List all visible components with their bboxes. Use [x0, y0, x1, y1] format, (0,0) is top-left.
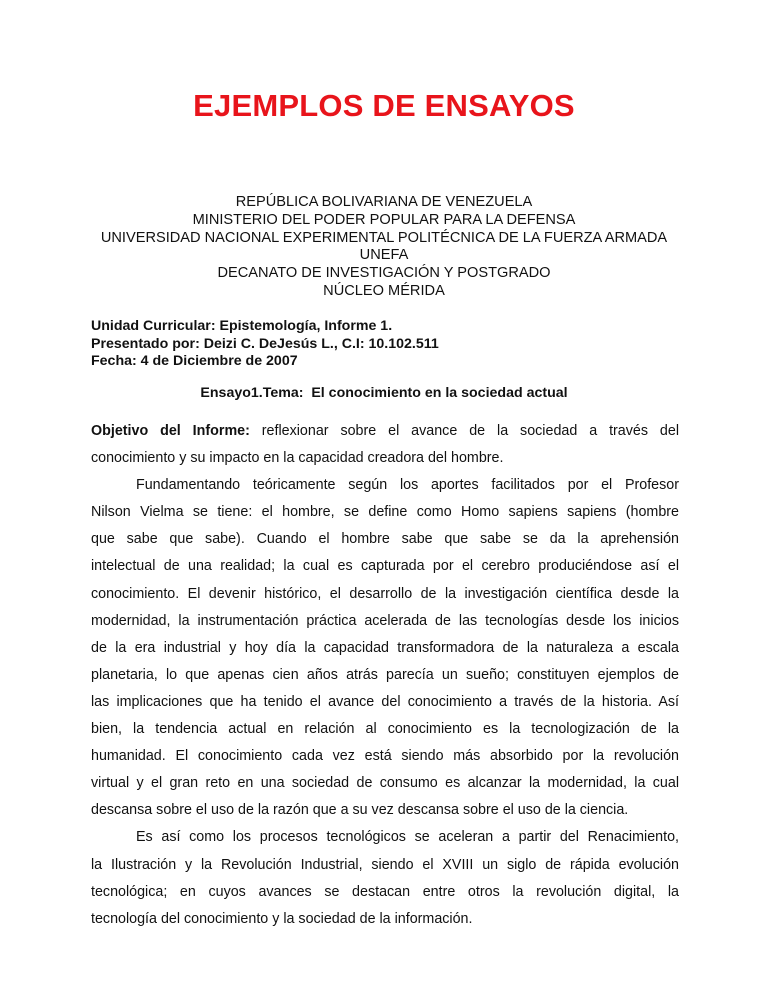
essay-title: Ensayo1.Tema: El conocimiento en la sociedad actual [200, 385, 568, 401]
paragraph-line: Nilson Vielma se tiene: el hombre, se define como Homo sapiens sapiens (hombre [91, 504, 679, 521]
document-title: EJEMPLOS DE ENSAYOS [193, 88, 575, 123]
objective-line: conocimiento y su impacto en la capacidad creadora del hombre. [91, 450, 504, 467]
paragraph-line: intelectual de una realidad; la cual es capturada por el cerebro produciéndose así el [91, 558, 679, 575]
paragraph-line: la Ilustración y la Revolución Industrial, siendo el XVIII un siglo de rápida evolución [91, 856, 679, 873]
paragraph-line: humanidad. El conocimiento cada vez está siendo más absorbido por la revolución [91, 748, 679, 765]
paragraph-line: las implicaciones que ha tenido el avance del conocimiento a través de la historia. Así [91, 693, 679, 710]
paragraph-line: bien, la tendencia actual en relación al conocimiento es la tecnologización de la [91, 721, 679, 738]
paragraph-line: descansa sobre el uso de la razón que a su vez descansa sobre el uso de la ciencia. [91, 802, 629, 819]
institution-line: MINISTERIO DEL PODER POPULAR PARA LA DEFENSA [192, 211, 576, 228]
paragraph-line: planetaria, lo que apenas cien años atrás parecía un sueño; constituyen ejemplos de [91, 666, 679, 683]
objective-line [91, 418, 679, 445]
paragraph-line: modernidad, la instrumentación práctica acelerada de las tecnologías desde los inicios [91, 612, 679, 629]
objective-label: Objetivo del Informe: [91, 423, 250, 439]
institution-line: DECANATO DE INVESTIGACIÓN Y POSTGRADO [217, 265, 551, 282]
institution-header [60, 194, 708, 301]
report-date: Fecha: 4 de Diciembre de 2007 [91, 353, 298, 369]
curricular-unit: Unidad Curricular: Epistemología, Informe 1. [91, 318, 393, 334]
objective-text: reflexionar sobre el avance de la sociedad a través del [249, 423, 680, 439]
paragraph-line: Es así como los procesos tecnológicos se aceleran a partir del Renacimiento, [136, 829, 679, 846]
paragraph-line: virtual y el gran reto en una sociedad de consumo es alcanzar la modernidad, la cual [91, 775, 679, 792]
paragraph-line: Fundamentando teóricamente según los aportes facilitados por el Profesor [136, 477, 679, 494]
institution-line: NÚCLEO MÉRIDA [323, 282, 445, 299]
paragraph-line: tecnología del conocimiento y la sociedad de la información. [91, 910, 473, 927]
essay-body [91, 418, 679, 933]
report-meta [91, 318, 439, 371]
paragraph-line: que sabe que sabe). Cuando el hombre sabe que sabe se da la aprehensión [91, 531, 679, 548]
paragraph-line: de la era industrial y hoy día la capacidad transformadora de la naturaleza a escala [91, 639, 679, 656]
institution-line: REPÚBLICA BOLIVARIANA DE VENEZUELA [235, 194, 533, 210]
paragraph-line: conocimiento. El devenir histórico, el desarrollo de la investigación científica desde la [91, 585, 679, 602]
paragraph-line: tecnológica; en cuyos avances se destacan entre otros la revolución digital, la [91, 883, 679, 900]
institution-line: UNIVERSIDAD NACIONAL EXPERIMENTAL POLITÉCNICA DE LA FUERZA ARMADA [100, 229, 668, 246]
presenter: Presentado por: Deizi C. DeJesús L., C.I: 10.102.511 [91, 335, 439, 352]
institution-line: UNEFA [359, 247, 409, 264]
